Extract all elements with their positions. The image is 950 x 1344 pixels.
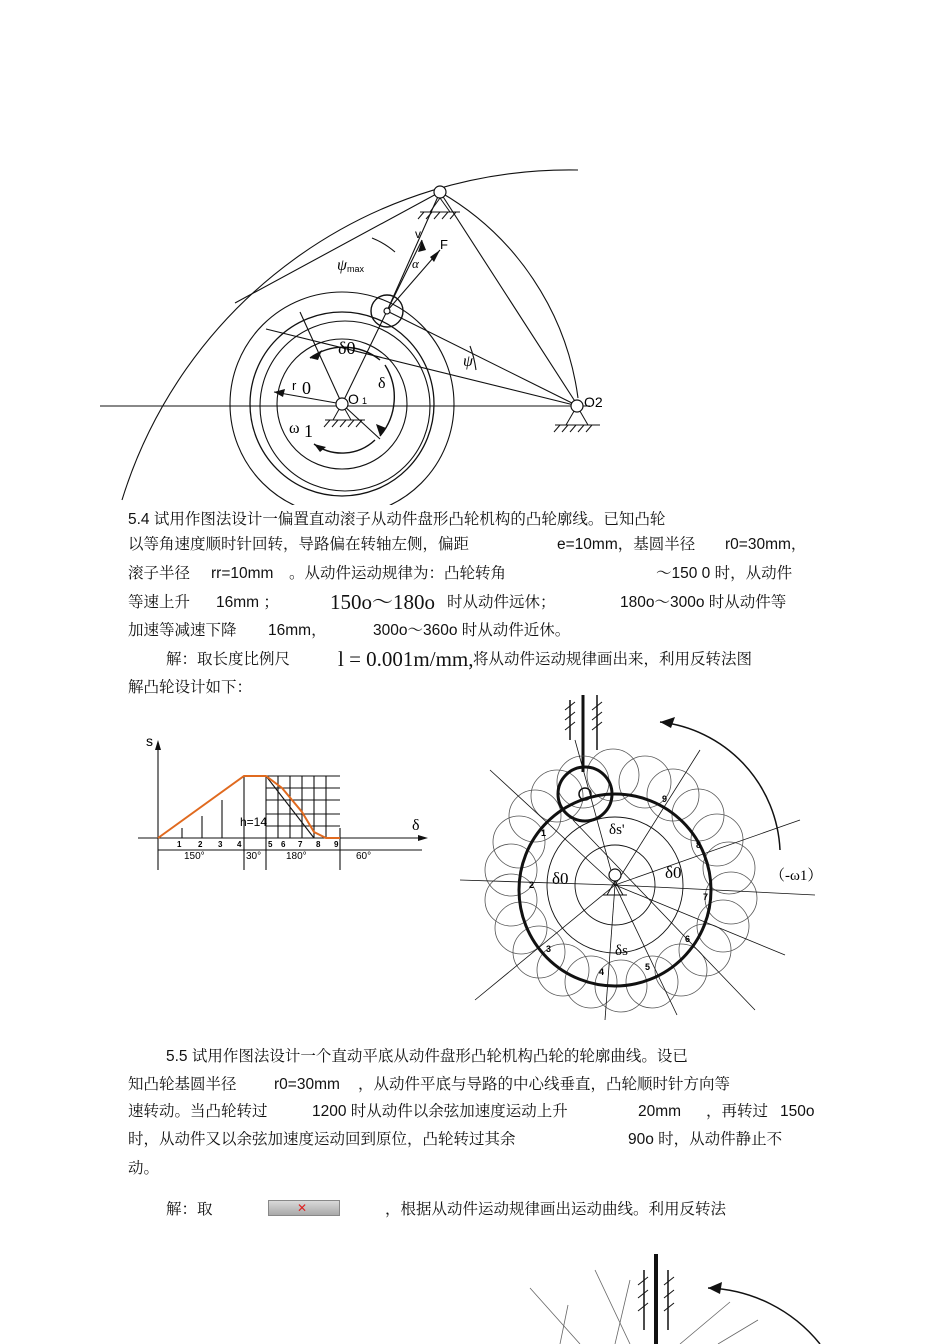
p55-line3a: 速转动。当凸轮转过 [128,1103,268,1120]
p54-line3c: 。从动件运动规律为：凸轮转角 [289,565,507,582]
p55-line3e: 150o [780,1103,815,1120]
label-max-subscript: max [347,264,365,274]
p54-line4d: 时从动件远休； [447,594,556,611]
p54-sol1c: 将从动件运动规律画出来，利用反转法图 [473,651,753,668]
tick-2: 2 [198,840,203,849]
big-arc [122,170,578,500]
broken-image-placeholder [268,1200,340,1216]
label-v: v [415,227,421,241]
p54-line2a: 以等角速度顺时针回转，导路偏在转轴左侧，偏距 [128,536,470,553]
p55-line2b: r0=30mm [274,1076,340,1093]
displacement-diagram [130,728,430,873]
label-delta: δ [378,375,386,392]
p55-line3c: 20mm [638,1103,682,1120]
pt-9: 9 [662,794,668,804]
p54-line5c: 300o～360o 时从动件近休。 [373,622,571,639]
seg-60: 60° [356,851,372,862]
label-F: F [440,237,448,252]
label-psi: ψ [463,353,473,370]
label-omega: ω [289,420,300,437]
p55-sol1a: 解：取 [166,1201,213,1218]
p54-line5b: 16mm， [268,622,327,639]
pt-7: 7 [703,892,709,902]
tick-3: 3 [218,840,223,849]
p55-line3b: 1200 时从动件以余弦加速度运动上升 [312,1103,568,1120]
omega-label: （-ω1） [770,868,823,884]
h-label: h=14 [240,815,268,829]
p55-line3d: ，再转过 [706,1103,769,1120]
seg-150: 150° [184,851,205,862]
delta0-left: δ0 [552,869,569,888]
label-psi-max: ψ [337,257,347,274]
p54-sol1b: l = 0.001m/mm, [338,647,474,671]
tick-8: 8 [316,840,321,849]
pt-6: 6 [685,934,691,944]
p54-line4e: 180o～300o 时从动件等 [620,594,787,611]
delta0-right: δ0 [665,863,682,882]
delta-s-top: δs' [609,822,625,838]
p55-line2a: 知凸轮基圆半径 [128,1076,237,1093]
p54-line2b: e=10mm，基圆半径 [557,536,696,553]
p54-line5a: 加速等减速下降 [128,622,237,639]
p54-sol2: 解凸轮设计如下： [128,679,253,696]
pt-8: 8 [696,840,702,850]
tick-4: 4 [237,840,242,849]
pt-1: 1 [541,828,547,838]
p54-line4b: 16mm ； [216,594,279,611]
p54-line4a: 等速上升 [128,594,191,611]
p54-line3a: 滚子半径 [128,565,191,582]
p55-line4a: 时，从动件又以余弦加速度运动回到原位，凸轮转过其余 [128,1131,516,1148]
p54-line2c: r0=30mm， [725,536,807,553]
tick-5: 5 [268,840,273,849]
label-r-subscript: 0 [302,378,311,398]
tick-1: 1 [177,840,182,849]
p55-line1: 5.5 试用作图法设计一个直动平底从动件盘形凸轮机构凸轮的轮廓曲线。设已 [166,1048,688,1065]
p54-line4c: 150o～180o [330,590,435,614]
p54-sol1a: 解：取长度比例尺 [166,651,291,668]
p54-line3d: ～150 0 时，从动件 [656,565,793,582]
pt-4: 4 [599,967,605,977]
pt-3: 3 [546,944,552,954]
seg-30: 30° [246,851,262,862]
delta-axis-label: δ [412,817,420,834]
tick-6: 6 [281,840,286,849]
oscillating-cam-figure [0,0,950,505]
label-O2: O2 [584,394,603,410]
tick-9: 9 [334,840,339,849]
p55-line4b: 90o 时，从动件静止不 [628,1131,783,1148]
p55-line5: 动。 [128,1160,160,1177]
label-r: r [292,378,297,393]
pt-2: 2 [529,880,535,890]
label-delta0: δ0 [338,338,356,358]
p55-sol1b: ，根据从动件运动规律画出运动曲线。利用反转法 [385,1201,727,1218]
delta-s-bottom: δs [615,943,628,959]
pt-5: 5 [645,962,651,972]
p54-line3b: rr=10mm [211,565,274,582]
p54-line1: 5.4 试用作图法设计一偏置直动滚子从动件盘形凸轮机构的凸轮廓线。已知凸轮 [128,511,666,528]
flat-follower-cam-partial [520,1240,850,1344]
label-omega-subscript: 1 [304,421,313,441]
s-axis-label: s [146,733,153,749]
tick-7: 7 [298,840,303,849]
label-O1-subscript: 1 [362,396,368,406]
label-alpha: α [412,256,419,271]
roller-cam-profile [455,690,835,1035]
seg-180: 180° [286,851,307,862]
broken-image-icon: ✕ [297,1201,308,1215]
p55-line2c: ，从动件平底与导路的中心线垂直，凸轮顺时针方向等 [358,1076,731,1093]
label-O1: O [348,391,359,407]
